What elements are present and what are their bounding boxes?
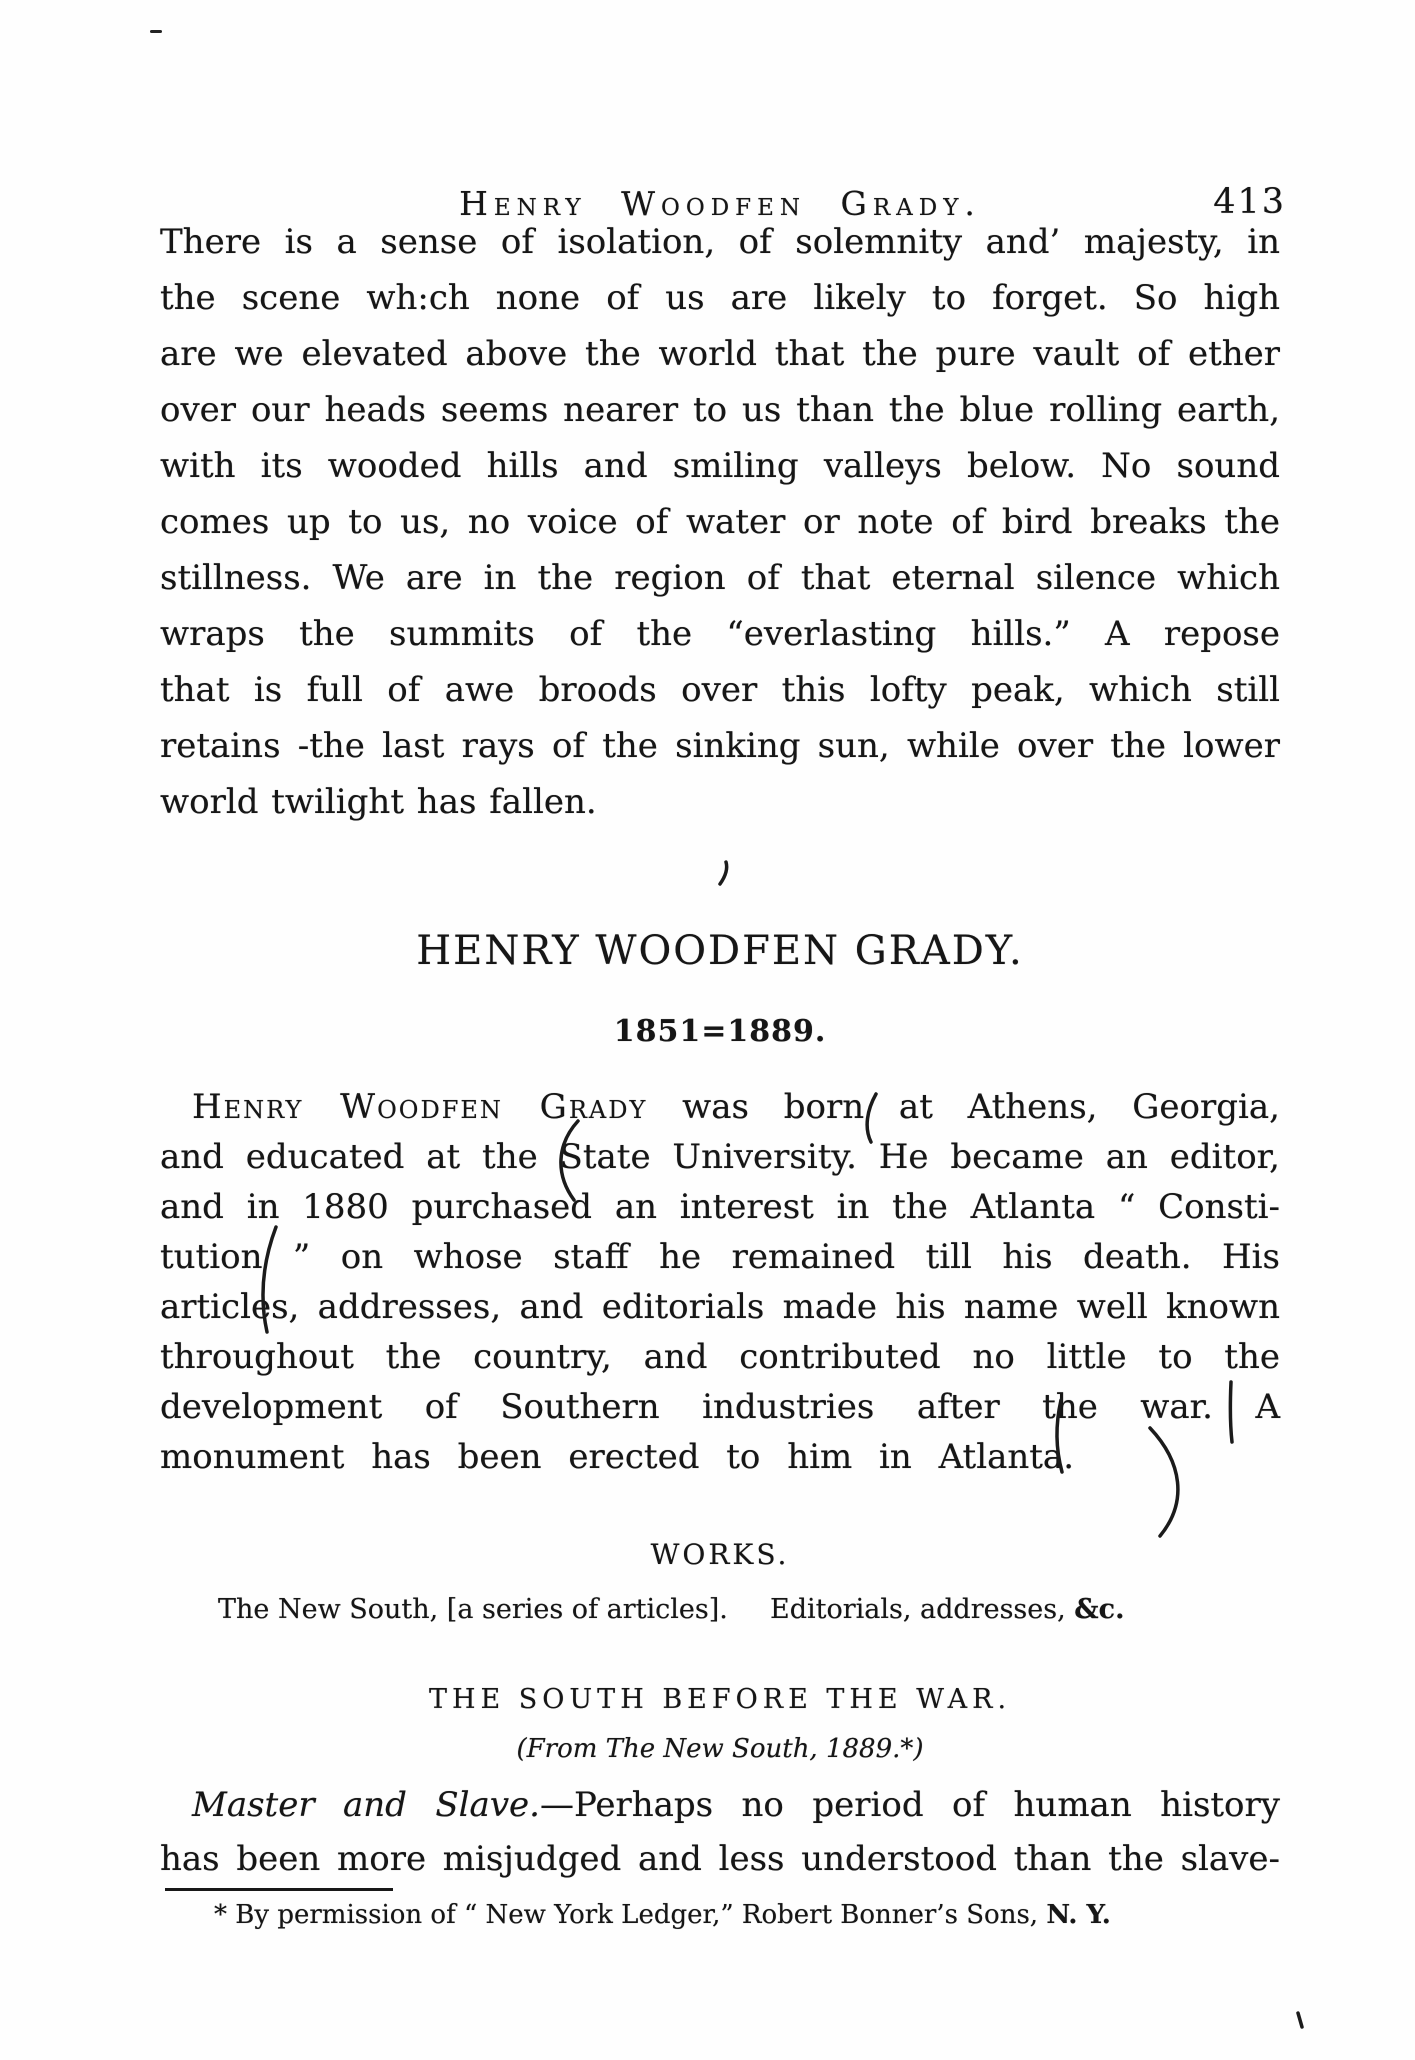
excerpt-source: (From The New South, 1889.*): [516, 1734, 924, 1764]
works-right-text: Editorials, addresses,: [770, 1594, 1075, 1625]
text-line: [160, 1132, 1280, 1182]
italic-lead: Master and Slave.: [192, 1785, 540, 1825]
page-number: 413: [1213, 182, 1286, 222]
works-item-left: The New South, [a series of articles].: [218, 1594, 728, 1625]
line-text: world twilight has fallen.: [160, 782, 597, 822]
line-text: was born at Athens, Georgia,: [647, 1087, 1280, 1127]
text-line: [160, 1232, 1280, 1282]
text-line: [160, 382, 1280, 438]
text-line: [160, 550, 1280, 606]
footnote-text: * By permission of “ New York Ledger,” Robert Bonner’s Sons,: [214, 1900, 1047, 1930]
line-text: and educated at the State University. He became an editor,: [160, 1137, 1280, 1177]
line-text: throughout the country, and contributed no little to the: [160, 1337, 1280, 1377]
pen-mark-open-paren-he: [545, 1116, 585, 1204]
line-text: with its wooded hills and smiling valleys below. No sound: [160, 446, 1280, 486]
footnote-rule: [165, 1888, 393, 1891]
opening-paragraph: [160, 214, 1280, 830]
line-text: articles, addresses, and editorials made his name well known: [160, 1287, 1280, 1327]
pen-mark-bar-before-a: [1224, 1378, 1238, 1446]
pen-mark-apostrophe: [716, 858, 734, 888]
text-line: [160, 1432, 1280, 1482]
pen-mark-close-paren-atlanta: [1140, 1422, 1196, 1542]
works-item-right: [770, 1594, 1125, 1625]
works-list: [160, 1594, 1280, 1634]
text-line: [160, 1282, 1280, 1332]
pen-mark-comma-after-born: [856, 1090, 882, 1146]
section-title: HENRY WOODFEN GRADY.: [416, 928, 1024, 974]
text-line: [160, 774, 1280, 830]
line-text: over our heads seems nearer to us than the blue rolling earth,: [160, 390, 1280, 430]
text-line: [160, 270, 1280, 326]
line-text: has been more misjudged and less understood than the slave-: [160, 1839, 1280, 1879]
footnote: [160, 1900, 1310, 1930]
pen-mark-stroke-the-war: [1048, 1396, 1068, 1476]
works-etc-bold: &c.: [1074, 1594, 1125, 1625]
text-line: [160, 1382, 1280, 1432]
text-line: [160, 438, 1280, 494]
works-heading: WORKS.: [650, 1538, 790, 1571]
line-text: tution ” on whose staff he remained till his death. His: [160, 1237, 1280, 1277]
biography-paragraph: [160, 1082, 1280, 1482]
text-line: [160, 1832, 1280, 1886]
text-line: [160, 606, 1280, 662]
text-line: [160, 1778, 1280, 1832]
line-text: stillness. We are in the region of that eternal silence which: [160, 558, 1280, 598]
line-text: comes up to us, no voice of water or note of bird breaks the: [160, 502, 1280, 542]
line-text: the scene wh:ch none of us are likely to forget. So high: [160, 278, 1280, 318]
running-header-title: Henry Woodfen Grady.: [459, 184, 981, 223]
section-dates: 1851=1889.: [613, 1014, 827, 1049]
line-text: and in 1880 purchased an interest in the Atlanta “ Consti-: [160, 1187, 1280, 1227]
line-text: —Perhaps no period of human history: [539, 1785, 1280, 1825]
scan-speck-top-left: [150, 30, 162, 33]
excerpt-heading: THE SOUTH BEFORE THE WAR.: [428, 1684, 1012, 1715]
line-text: that is full of awe broods over this lofty peak, which still: [160, 670, 1280, 710]
text-line: [160, 494, 1280, 550]
small-caps-lead: Henry Woodfen Grady: [192, 1087, 648, 1127]
text-line: [160, 662, 1280, 718]
text-line: [160, 1082, 1280, 1132]
text-line: [160, 1182, 1280, 1232]
text-line: [160, 718, 1280, 774]
pen-mark-stroke-tution: [252, 1222, 282, 1336]
text-line: [160, 1332, 1280, 1382]
footnote-bold: N. Y.: [1046, 1900, 1111, 1930]
line-text: There is a sense of isolation, of solemnity and’ majesty, in: [160, 222, 1280, 262]
text-line: [160, 326, 1280, 382]
text-line: [160, 214, 1280, 270]
line-text: development of Southern industries after the war. A: [160, 1387, 1280, 1427]
line-text: monument has been erected to him in Atlanta.: [160, 1437, 1075, 1477]
line-text: wraps the summits of the “everlasting hills.” A repose: [160, 614, 1280, 654]
line-text: retains -the last rays of the sinking sun, while over the lower: [160, 726, 1280, 766]
line-text: are we elevated above the world that the pure vault of ether: [160, 334, 1280, 374]
scan-tick-bottom-right: [1294, 2010, 1306, 2030]
excerpt-paragraph: [160, 1778, 1280, 1886]
